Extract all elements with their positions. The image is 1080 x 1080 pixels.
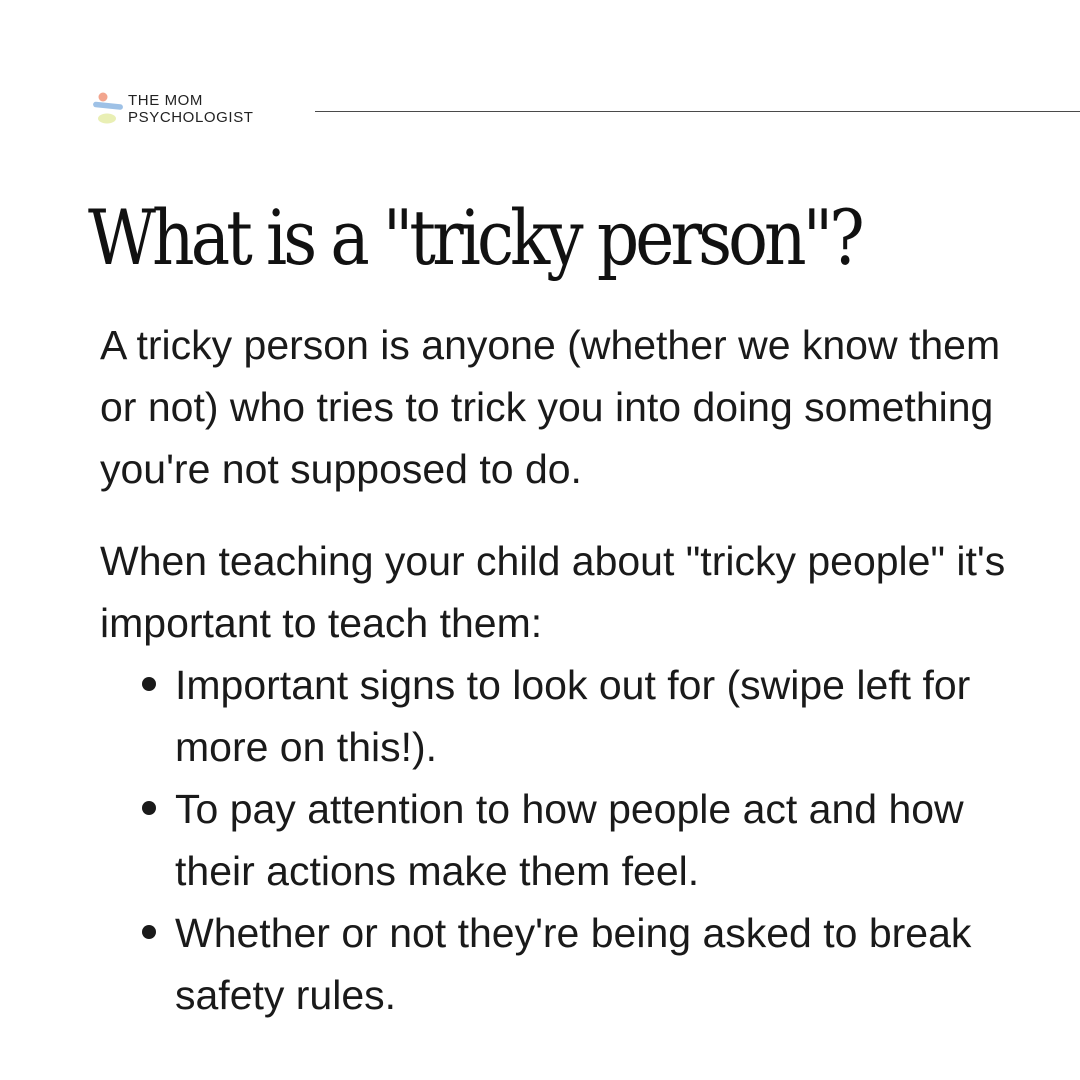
list-item [100, 902, 1040, 1026]
list-item [100, 778, 1040, 902]
brand-logo [92, 90, 282, 130]
page-title: What is a "tricky person"? [88, 193, 861, 282]
list-item-text: Whether or not they're being asked to break safety rules. [175, 910, 972, 1018]
list-item-text: Important signs to look out for (swipe left for more on this!). [175, 662, 971, 770]
intro-paragraph: A tricky person is anyone (whether we know them or not) who tries to trick you into doing something you're not supposed to do. [100, 322, 1001, 492]
list-item [100, 654, 1040, 778]
list-item-text: To pay attention to how people act and how their actions make them feel. [175, 786, 964, 894]
header-divider [315, 111, 1080, 112]
body-content [100, 314, 1040, 1026]
brand-name-line2: PSYCHOLOGIST [128, 109, 254, 126]
brand-name-line1: THE MOM [128, 92, 204, 109]
bullet-dot-icon [142, 925, 156, 939]
bullet-dot-icon [142, 801, 156, 815]
bullet-dot-icon [142, 677, 156, 691]
bullet-list [100, 654, 1040, 1026]
teaching-paragraph: When teaching your child about "tricky people" it's important to teach them: [100, 538, 1006, 646]
brand-name [128, 92, 254, 126]
logo-icon [92, 90, 126, 126]
